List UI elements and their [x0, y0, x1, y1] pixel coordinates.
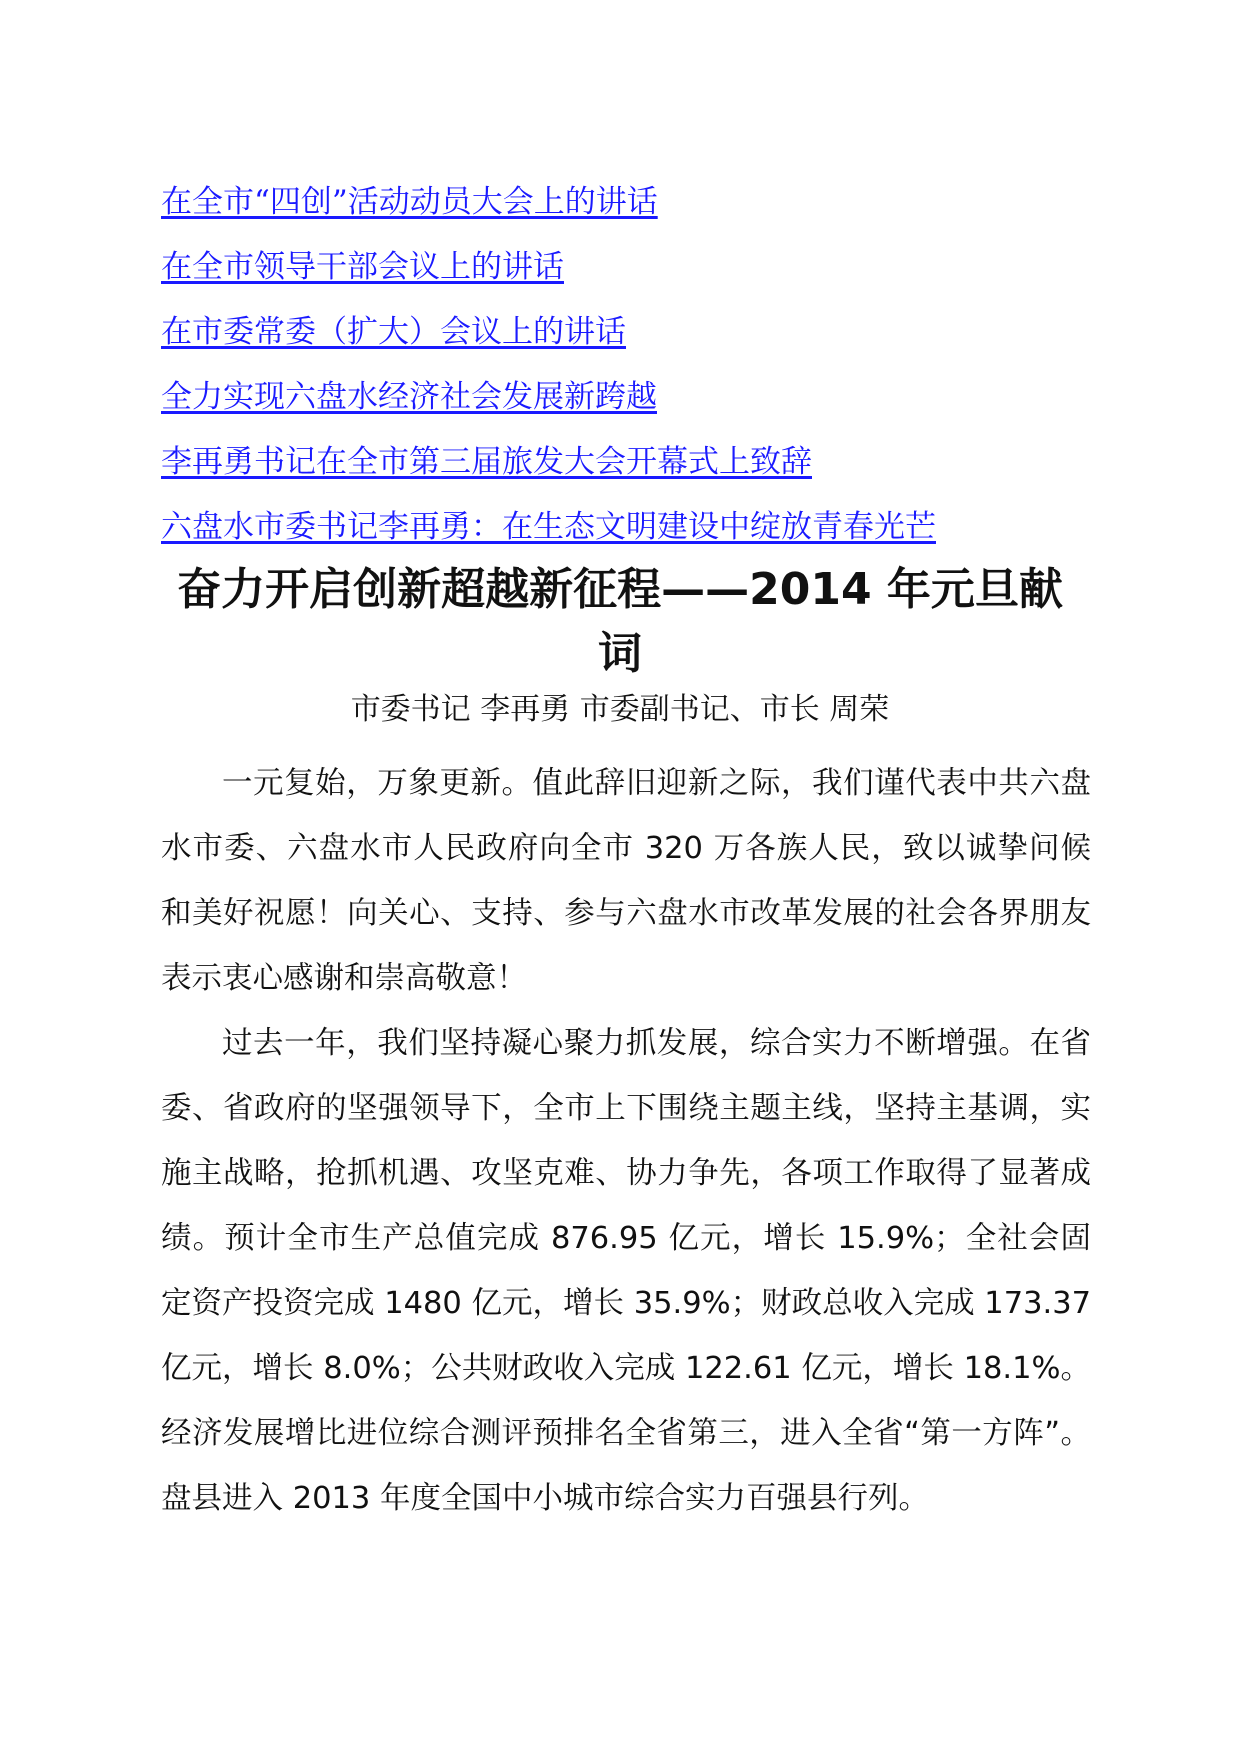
- body-paragraph: 一元复始，万象更新。值此辞旧迎新之际，我们谨代表中共六盘水市委、六盘水市人民政府向全市 320 万各族人民，致以诚挚问候和美好祝愿！向关心、支持、参与六盘水市改革发展的社会各界朋友表示衷心感谢和崇高敬意！: [161, 766, 1091, 996]
- related-link[interactable]: 在市委常委（扩大）会议上的讲话: [161, 314, 626, 350]
- related-link[interactable]: 六盘水市委书记李再勇：在生态文明建设中绽放青春光芒: [161, 509, 936, 545]
- related-links-list: [161, 170, 1161, 560]
- article-byline: 市委书记 李再勇 市委副书记、市长 周荣: [350, 692, 890, 727]
- article-body: [161, 751, 1091, 1531]
- related-link[interactable]: 李再勇书记在全市第三届旅发大会开幕式上致辞: [161, 444, 812, 480]
- related-link[interactable]: 全力实现六盘水经济社会发展新跨越: [161, 379, 657, 415]
- related-link[interactable]: 在全市“四创”活动动员大会上的讲话: [161, 184, 658, 220]
- body-paragraph: 过去一年，我们坚持凝心聚力抓发展，综合实力不断增强。在省委、省政府的坚强领导下，全市上下围绕主题主线，坚持主基调，实施主战略，抢抓机遇、攻坚克难、协力争先，各项工作取得了显著成绩。预计全市生产总值完成 876.95 亿元，增长 15.9%；全社会固定资产投资完成 1480 亿元，增长 35.9%；财政总收入完成 173.37 亿元，增长 8.0%；公共财政收入完成 122.61 亿元，增长 18.1%。经济发展增比进位综合测评预排名全省第三，进入全省“第一方阵”。盘县进入 2013 年度全国中小城市综合实力百强县行列。: [161, 1026, 1092, 1516]
- related-link[interactable]: 在全市领导干部会议上的讲话: [161, 249, 564, 285]
- article-title: 奋力开启创新超越新征程——2014 年元旦献词: [177, 564, 1063, 679]
